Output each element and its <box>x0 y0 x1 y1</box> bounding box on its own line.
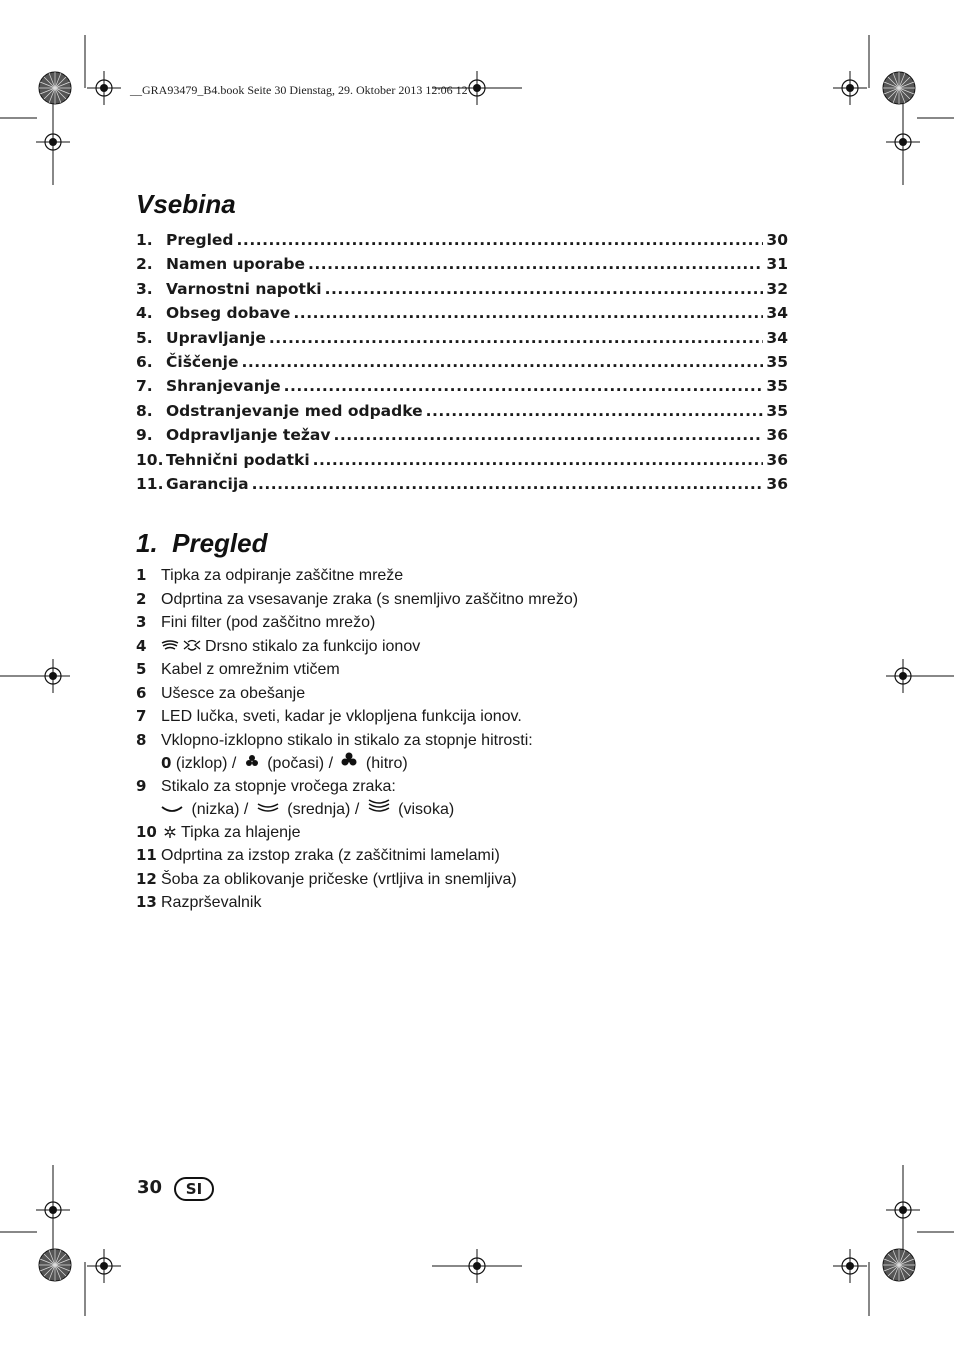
heat-line <box>161 798 836 821</box>
toc-leader-dots <box>241 353 763 371</box>
list-item <box>136 821 836 845</box>
item-text: Stikalo za stopnje vročega zraka: <box>161 777 396 795</box>
list-item <box>136 682 836 706</box>
speed-off-value: 0 <box>161 754 172 772</box>
toc-entry-page: 36 <box>766 450 788 469</box>
toc-entry-number: 1. <box>136 231 153 249</box>
toc-entry-number: 11. <box>136 474 164 493</box>
speed-line <box>161 752 836 775</box>
list-item <box>136 729 836 753</box>
toc-entry-page: 34 <box>766 328 788 347</box>
item-number: 2 <box>136 589 147 608</box>
item-text: Ušesce za obešanje <box>161 684 306 702</box>
ion-off-icon <box>161 640 179 652</box>
toc-entry-page: 34 <box>766 304 788 323</box>
item-number: 10 <box>136 822 157 841</box>
section-title: 1. Pregled <box>136 528 268 558</box>
list-item <box>136 705 836 729</box>
toc-leader-dots <box>293 304 763 322</box>
item-text: Šoba za oblikovanje pričeske (vrtljiva in snemljiva) <box>161 870 517 888</box>
toc-entry-number: 6. <box>136 352 153 371</box>
toc-leader-dots <box>269 329 764 347</box>
toc-entry-number: 4. <box>136 304 153 323</box>
toc-entry-number: 10. <box>136 450 164 469</box>
toc-entry-label: Varnostni napotki <box>166 279 322 298</box>
print-header: __GRA93479_B4.book Seite 30 Dienstag, 29. Oktober 2013 12:06 12 <box>130 83 468 97</box>
toc-entry-page: 36 <box>766 474 788 493</box>
toc-entry[interactable] <box>136 475 788 499</box>
toc-entry-number: 8. <box>136 401 153 420</box>
item-text: Tipka za odpiranje zaščitne mreže <box>161 567 404 584</box>
item-number: 8 <box>136 730 147 749</box>
page-number: 30 <box>137 1177 163 1198</box>
toc-entry-page: 35 <box>766 401 788 420</box>
item-text: Razprševalnik <box>161 894 262 911</box>
toc-entry-page: 35 <box>766 377 788 396</box>
toc-leader-dots <box>325 280 764 298</box>
heat-mid-icon <box>257 802 279 814</box>
toc-leader-dots <box>313 451 764 469</box>
speed-off-label: (izklop) / <box>171 755 241 772</box>
list-item <box>136 611 836 635</box>
toc-entry-label: Upravljanje <box>166 328 266 347</box>
heat-low-label: (nizka) / <box>187 801 253 818</box>
toc-leader-dots <box>237 231 764 249</box>
toc-entry[interactable] <box>136 280 788 304</box>
item-text: Tipka za hlajenje <box>181 823 301 841</box>
toc-entry-number: 2. <box>136 255 153 274</box>
item-text: Vklopno-izklopno stikalo in stikalo za stopnje hitrosti: <box>161 731 533 749</box>
toc-entry-page: 32 <box>766 279 788 298</box>
list-item <box>136 868 836 892</box>
item-number: 11 <box>136 846 157 864</box>
heat-high-label: (visoka) <box>393 801 455 818</box>
toc-entry[interactable] <box>136 231 788 255</box>
speed-fast-label: (hitro) <box>361 755 408 772</box>
heat-low-icon <box>161 804 183 814</box>
ion-on-icon <box>183 639 201 653</box>
toc-entry-number: 5. <box>136 328 153 347</box>
toc-entry[interactable] <box>136 426 788 450</box>
toc-entry-page: 35 <box>766 352 788 371</box>
item-text-row <box>161 822 300 845</box>
toc-entry-number: 7. <box>136 377 153 396</box>
speed-slow-label: (počasi) / <box>262 755 338 772</box>
fan-fast-icon <box>341 752 357 768</box>
fan-slow-icon <box>245 754 259 768</box>
toc-entry-label: Namen uporabe <box>166 255 306 274</box>
heat-mid-label: (srednja) / <box>282 801 364 818</box>
list-item <box>136 635 836 659</box>
toc-entry-label: Obseg dobave <box>166 304 291 323</box>
item-text: Kabel z omrežnim vtičem <box>161 661 340 678</box>
toc-entry-number: 9. <box>136 426 153 445</box>
toc-entry[interactable] <box>136 304 788 328</box>
toc-entry-label: Shranjevanje <box>166 377 281 396</box>
item-text: Fini filter (pod zaščitno mrežo) <box>161 614 376 631</box>
toc-leader-dots <box>308 255 763 273</box>
toc-entry[interactable] <box>136 329 788 353</box>
list-item <box>136 658 836 682</box>
list-item <box>136 588 836 612</box>
item-text: Odprtina za izstop zraka (z zaščitnimi lamelami) <box>161 847 500 864</box>
item-number: 13 <box>136 893 157 911</box>
toc-entry-label: Odstranjevanje med odpadke <box>166 401 423 420</box>
toc-leader-dots <box>252 475 764 493</box>
toc-entry-label: Pregled <box>166 231 234 249</box>
item-text: Odprtina za vsesavanje zraka (s snemljivo zaščitno mrežo) <box>161 590 579 608</box>
toc-entry[interactable] <box>136 377 788 401</box>
language-badge: SI <box>174 1177 214 1201</box>
list-item <box>136 844 836 868</box>
heat-high-icon <box>368 798 390 814</box>
toc-entry-number: 3. <box>136 279 153 298</box>
snowflake-icon <box>163 825 177 839</box>
item-text: LED lučka, sveti, kadar je vklopljena funkcija ionov. <box>161 708 522 725</box>
toc-entry[interactable] <box>136 402 788 426</box>
toc-entry-page: 31 <box>766 255 788 274</box>
toc-entry-label: Tehnični podatki <box>166 450 310 469</box>
toc-entry[interactable] <box>136 451 788 475</box>
toc-leader-dots <box>284 377 764 395</box>
toc-entry-label: Čiščenje <box>166 352 239 371</box>
item-number: 6 <box>136 683 147 702</box>
toc-leader-dots <box>333 426 763 444</box>
list-item <box>136 891 836 915</box>
overview-list <box>136 564 836 915</box>
toc-entry[interactable] <box>136 353 788 377</box>
toc-entry-label: Odpravljanje težav <box>166 426 331 445</box>
toc-entry-page: 30 <box>766 231 788 249</box>
list-item <box>136 775 836 799</box>
toc-entry[interactable] <box>136 255 788 279</box>
toc-leader-dots <box>426 402 764 420</box>
item-text: Drsno stikalo za funkcijo ionov <box>205 637 421 655</box>
toc-title: Vsebina <box>136 189 236 219</box>
item-number: 12 <box>136 869 157 888</box>
toc-entry-page: 36 <box>766 426 788 445</box>
item-number: 3 <box>136 613 147 631</box>
item-number: 1 <box>136 566 147 584</box>
list-item <box>136 564 836 588</box>
item-number: 4 <box>136 636 147 655</box>
item-number: 7 <box>136 707 147 725</box>
item-number: 9 <box>136 776 147 795</box>
table-of-contents <box>136 231 788 499</box>
toc-entry-label: Garancija <box>166 474 249 493</box>
item-text-row <box>161 636 420 659</box>
item-number: 5 <box>136 660 147 678</box>
